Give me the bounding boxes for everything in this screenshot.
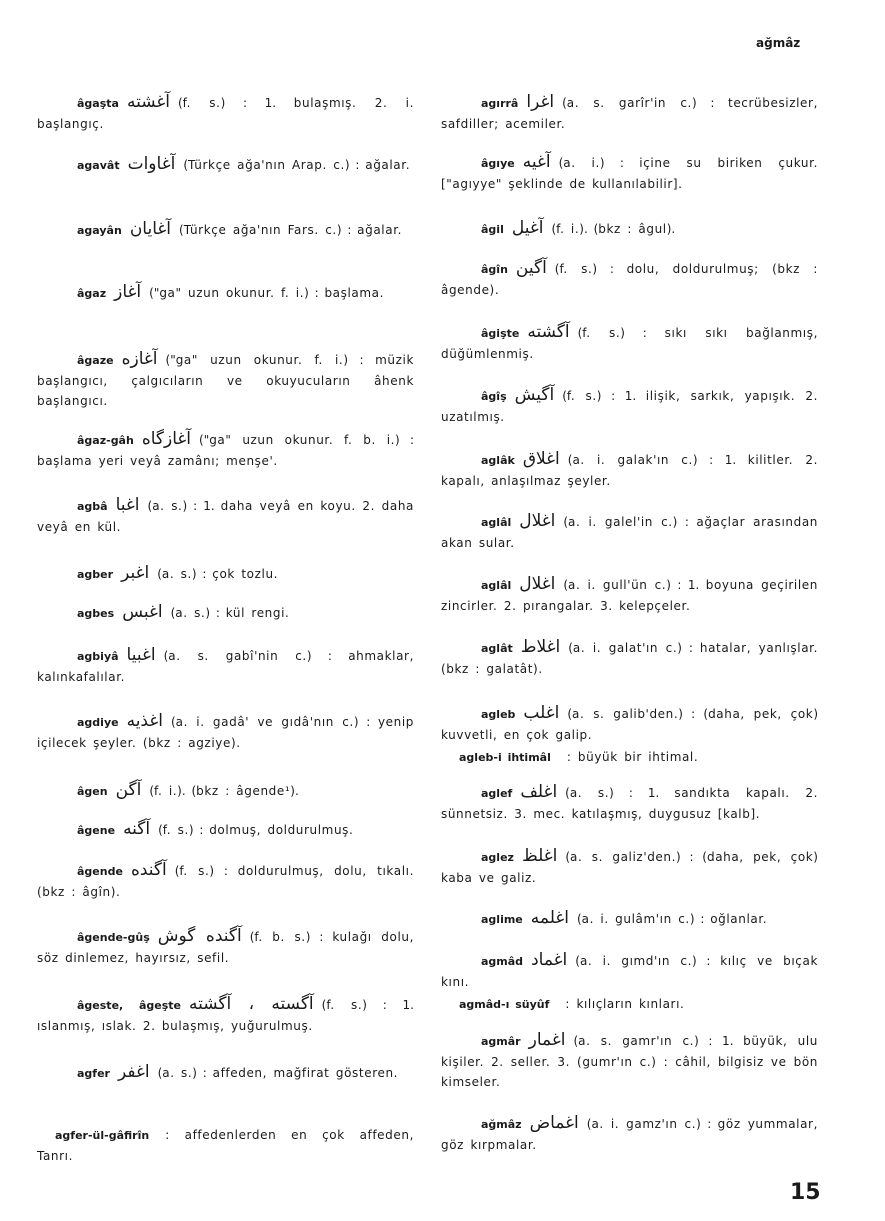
headword: âgîn — [481, 263, 508, 276]
definition: (f. s.) : dolmuş, doldurulmuş. — [158, 823, 354, 837]
arabic-script: آغيه — [522, 152, 551, 172]
definition: : büyük bir ihtimal. — [566, 750, 699, 764]
dictionary-entry — [441, 908, 818, 930]
dictionary-subentry — [37, 1124, 414, 1166]
definition: (a. i. galat'ın c.) : hatalar, yanlışlar. (bkz : galatât). — [441, 641, 818, 676]
definition: (a. s.) : affeden, mağfirat gösteren. — [157, 1066, 399, 1080]
definition: (a. i. galak'ın c.) : 1. kilitler. 2. kapalı, anlaşılmaz şeyler. — [441, 453, 818, 488]
definition: (a. s. gabî'nin c.) : ahmaklar, kalınkafalılar. — [37, 649, 414, 684]
dictionary-entry — [37, 602, 414, 624]
dictionary-entry — [441, 152, 818, 194]
dictionary-entry — [441, 322, 818, 364]
dictionary-entry — [441, 1030, 818, 1092]
headword: âgeste, âgeşte — [77, 999, 181, 1012]
headword: agleb — [481, 708, 516, 721]
dictionary-entry — [441, 449, 818, 491]
arabic-script: آغيل — [511, 218, 544, 238]
arabic-script — [551, 746, 567, 766]
dictionary-entry — [37, 645, 414, 687]
headword: aglât — [481, 642, 513, 655]
definition: (a. i. gulâm'ın c.) : oğlanlar. — [576, 912, 768, 926]
headword: agayân — [77, 224, 122, 237]
headword: agavât — [77, 159, 120, 172]
definition: : kılıçların kınları. — [565, 997, 685, 1011]
dictionary-entry — [441, 218, 818, 240]
definition: (f. s.) : sıkı sıkı bağlanmış, düğümlenmiş. — [441, 326, 818, 361]
dictionary-entry — [37, 926, 414, 968]
dictionary-entry — [37, 282, 414, 304]
arabic-script: اغماد — [531, 950, 568, 970]
definition: (f. s.) : 1. bulaşmış. 2. i. başlangıç. — [37, 96, 414, 131]
definition: (a. s. gamr'ın c.) : 1. büyük, ulu kişiler. 2. seller. 3. (gumr'ın c.) : câhil, bilgisiz ve bön kimseler. — [441, 1034, 818, 1089]
headword: âgil — [481, 223, 504, 236]
headword: ağmâz — [481, 1118, 522, 1131]
definition: (f. b. s.) : kulağı dolu, söz dinlemez, hayırsız, sefil. — [37, 930, 414, 965]
headword: agbiyâ — [77, 650, 119, 663]
headword: agfer — [77, 1067, 110, 1080]
definition: (a. i. galel'in c.) : ağaçlar arasından akan sular. — [441, 515, 818, 550]
definition: (a. s.) : kül rengi. — [170, 606, 290, 620]
dictionary-entry — [441, 574, 818, 616]
arabic-script: اغرا — [526, 92, 555, 112]
definition: ("ga" uzun okunur. f. i.) : başlama. — [149, 286, 385, 300]
headword: âgende — [77, 865, 123, 878]
dictionary-entry — [37, 219, 414, 241]
arabic-script: آگسته ، آگشته — [189, 994, 314, 1014]
dictionary-entry — [441, 846, 818, 888]
headword: agmâr — [481, 1035, 521, 1048]
headword: aglâk — [481, 454, 515, 467]
arabic-script: اغمار — [528, 1030, 566, 1050]
headword: agfer-ül-gâfirîn — [55, 1129, 150, 1142]
arabic-script: اغلال — [519, 511, 556, 531]
arabic-script: اغلف — [520, 782, 558, 802]
dictionary-entry — [441, 950, 818, 992]
arabic-script: اغماض — [529, 1113, 579, 1133]
definition: (a. i.) : içine su biriken çukur. ["agıyye" şeklinde de kullanılabilir]. — [441, 156, 818, 191]
arabic-script: آغايان — [129, 219, 172, 239]
running-header: ağmâz — [756, 36, 801, 50]
headword: aglâl — [481, 579, 512, 592]
arabic-script: اغلال — [519, 574, 556, 594]
arabic-script: آگنده گوش — [157, 926, 242, 946]
headword: âgişte — [481, 327, 520, 340]
arabic-script: آغازگاه — [141, 429, 192, 449]
dictionary-entry — [37, 860, 414, 902]
arabic-script: اغلاط — [520, 637, 561, 657]
arabic-script: اغبا — [115, 495, 140, 515]
dictionary-entry — [37, 1062, 414, 1084]
headword: aglime — [481, 913, 523, 926]
headword: aglâl — [481, 516, 512, 529]
arabic-script: آغشته — [126, 92, 170, 112]
headword: âgaze — [77, 354, 114, 367]
headword: aglez — [481, 851, 514, 864]
definition: (f. s.) : 1. ıslanmış, ıslak. 2. bulaşmış, yuğurulmuş. — [37, 998, 414, 1033]
arabic-script: آگنده — [130, 860, 167, 880]
dictionary-entry — [37, 154, 414, 176]
definition: (a. s. garîr'in c.) : tecrübesizler, safdiller; acemiler. — [441, 96, 818, 131]
page-number: 15 — [790, 1180, 821, 1205]
headword: agmâd — [481, 955, 524, 968]
dictionary-entry — [441, 703, 818, 745]
headword: agber — [77, 568, 114, 581]
definition: (f. s.) : doldurulmuş, dolu, tıkalı. (bkz : âgîn). — [37, 864, 414, 899]
dictionary-entry — [37, 994, 414, 1036]
definition: ("ga" uzun okunur. f. b. i.) : başlama yeri veyâ zamânı; menşe'. — [37, 433, 414, 468]
dictionary-entry — [37, 563, 414, 585]
dictionary-entry — [441, 782, 818, 824]
headword: âgaşta — [77, 97, 119, 110]
definition: (Türkçe ağa'nın Arap. c.) : ağalar. — [183, 158, 411, 172]
dictionary-entry — [37, 819, 414, 841]
definition: (f. i.). (bkz : âgul). — [551, 222, 676, 236]
definition: (a. s.) : çok tozlu. — [157, 567, 279, 581]
arabic-script: آگن — [115, 780, 142, 800]
dictionary-entry — [37, 349, 414, 411]
headword: aglef — [481, 787, 513, 800]
dictionary-entry — [37, 780, 414, 802]
headword: âgaz — [77, 287, 107, 300]
arabic-script: اغبر — [121, 563, 150, 583]
headword: agdiye — [77, 716, 119, 729]
dictionary-entry — [441, 258, 818, 300]
headword: âgıye — [481, 157, 515, 170]
arabic-script: اغبس — [122, 602, 163, 622]
definition: (a. s. galib'den.) : (daha, pek, çok) kuvvetli, en çok galip. — [441, 707, 818, 742]
arabic-script — [549, 993, 565, 1013]
definition: (a. i. gamz'ın c.) : göz yummalar, göz kırpmalar. — [441, 1117, 818, 1152]
dictionary-entry — [37, 711, 414, 753]
definition: : affedenlerden en çok affeden, Tanrı. — [37, 1128, 414, 1163]
dictionary-entry — [37, 92, 414, 134]
definition: (a. i. gımd'ın c.) : kılıç ve bıçak kını. — [441, 954, 818, 989]
headword: âgen — [77, 785, 108, 798]
definition: (f. i.). (bkz : âgende¹). — [149, 784, 299, 798]
headword: agmâd-ı süyûf — [459, 998, 550, 1011]
definition: (a. s.) : 1. sandıkta kapalı. 2. sünnetsiz. 3. mec. katılaşmış, duygusuz [kalb]. — [441, 786, 818, 821]
definition: (a. i. gull'ün c.) : 1. boyuna geçirilen zincirler. 2. pırangalar. 3. kelepçeler. — [441, 578, 818, 613]
arabic-script: آگيش — [514, 385, 555, 405]
arabic-script: آغاوات — [127, 154, 176, 174]
arabic-script: اغفر — [117, 1062, 150, 1082]
arabic-script: آغاز — [114, 282, 142, 302]
dictionary-entry — [441, 385, 818, 427]
definition: (a. s. galiz'den.) : (daha, pek, çok) kaba ve galiz. — [441, 850, 818, 885]
arabic-script — [149, 1124, 165, 1144]
dictionary-subentry — [441, 746, 818, 768]
headword: âgaz-gâh — [77, 434, 134, 447]
headword: âgene — [77, 824, 116, 837]
headword: agleb-i ihtimâl — [459, 751, 551, 764]
definition: ("ga" uzun okunur. f. i.) : müzik başlangıcı, çalgıcıların ve okuyucuların âhenk başlangıcı. — [37, 353, 414, 408]
arabic-script: اغلب — [523, 703, 560, 723]
definition: (Türkçe ağa'nın Fars. c.) : ağalar. — [179, 223, 403, 237]
definition: (f. s.) : dolu, doldurulmuş; (bkz : âgende). — [441, 262, 818, 297]
headword: agbes — [77, 607, 115, 620]
arabic-script: آغازه — [121, 349, 158, 369]
headword: agırrâ — [481, 97, 519, 110]
dictionary-entry — [441, 637, 818, 679]
arabic-script: اغلمه — [530, 908, 569, 928]
headword: âgîş — [481, 390, 507, 403]
arabic-script: آگين — [515, 258, 547, 278]
headword: agbâ — [77, 500, 108, 513]
definition: (a. i. gadâ' ve gıdâ'nın c.) : yenip içilecek şeyler. (bkz : agziye). — [37, 715, 414, 750]
arabic-script: اغلظ — [521, 846, 558, 866]
arabic-script: اغذيه — [126, 711, 163, 731]
dictionary-entry — [441, 511, 818, 553]
definition: (f. s.) : 1. ilişik, sarkık, yapışık. 2. uzatılmış. — [441, 389, 818, 424]
definition: (a. s.) : 1. daha veyâ en koyu. 2. daha veyâ en kül. — [37, 499, 414, 534]
dictionary-entry — [37, 429, 414, 471]
arabic-script: اغبيا — [126, 645, 156, 665]
dictionary-entry — [441, 1113, 818, 1155]
arabic-script: آگنه — [123, 819, 151, 839]
arabic-script: اغلاق — [522, 449, 560, 469]
dictionary-subentry — [441, 993, 818, 1015]
headword: âgende-gûş — [77, 931, 150, 944]
dictionary-entry — [37, 495, 414, 537]
arabic-script: آگشته — [527, 322, 570, 342]
dictionary-entry — [441, 92, 818, 134]
